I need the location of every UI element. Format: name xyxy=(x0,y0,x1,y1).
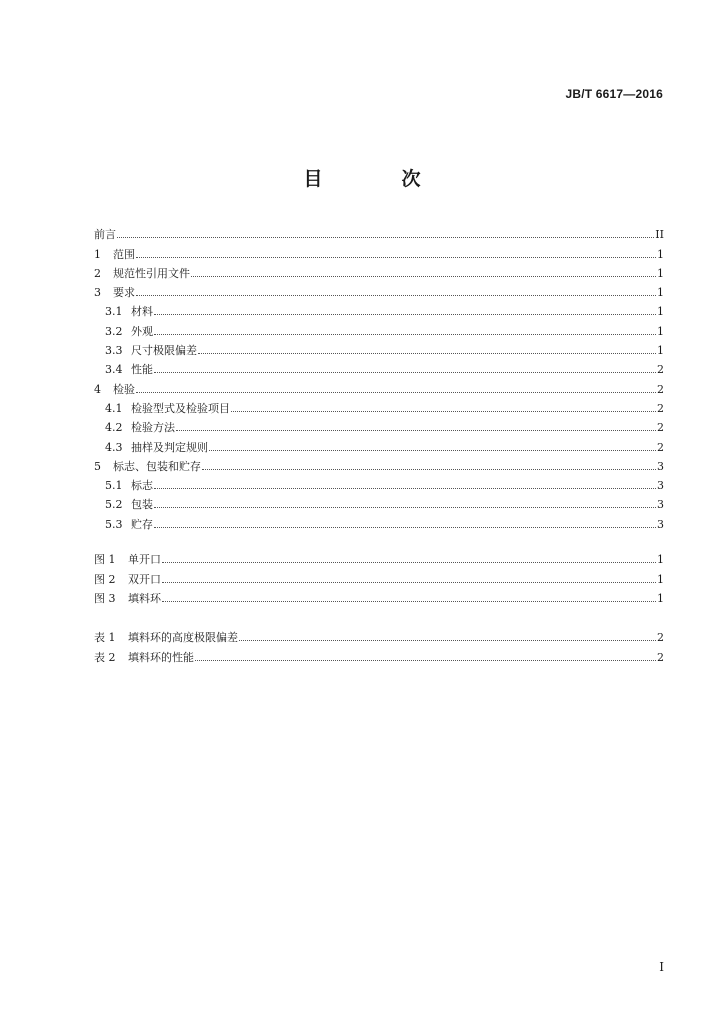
toc-entry-page: 3 xyxy=(657,459,664,473)
toc-entry-page: 2 xyxy=(657,421,664,435)
dot-leader xyxy=(154,372,656,373)
toc-entry-page: 2 xyxy=(657,363,664,377)
toc-entry-title: 前言 xyxy=(94,228,116,242)
toc-entry-number: 3.2 xyxy=(105,324,123,338)
toc-entry-page: 1 xyxy=(657,247,664,261)
toc-entry-page: 3 xyxy=(657,498,664,512)
toc-entry-5-1[interactable] xyxy=(94,473,664,492)
toc-entry-number: 4.3 xyxy=(105,440,123,454)
toc-entry-foreword[interactable] xyxy=(94,222,664,241)
dot-leader xyxy=(239,640,656,641)
table-entry-2[interactable] xyxy=(94,644,664,663)
table-entry-title: 填料环的性能 xyxy=(128,650,194,664)
figure-entry-page: 1 xyxy=(657,572,664,586)
toc-entry-page: 2 xyxy=(657,401,664,415)
toc-entry-5-2[interactable] xyxy=(94,492,664,511)
page-title: 目 次 xyxy=(303,168,451,190)
toc-list xyxy=(94,222,664,531)
toc-entry-title: 要求 xyxy=(113,286,135,300)
toc-entry-3-1[interactable] xyxy=(94,299,664,318)
toc-entry-page: 2 xyxy=(657,440,664,454)
dot-leader xyxy=(117,237,654,238)
toc-entry-title: 性能 xyxy=(131,363,153,377)
toc-entry-3-3[interactable] xyxy=(94,338,664,357)
figure-entry-number: 图 1 xyxy=(94,553,116,567)
dot-leader xyxy=(202,469,656,470)
toc-entry-number: 3.3 xyxy=(105,344,123,358)
toc-entry-number: 5.1 xyxy=(105,479,123,493)
table-entry-number: 表 1 xyxy=(94,631,116,645)
toc-entry-number: 4.1 xyxy=(105,401,123,415)
toc-entry-title: 抽样及判定规则 xyxy=(131,440,208,454)
toc-entry-page: 1 xyxy=(657,286,664,300)
page-number: I xyxy=(659,960,664,974)
table-entry-number: 表 2 xyxy=(94,650,116,664)
dot-leader xyxy=(195,660,656,661)
toc-entry-number: 5.3 xyxy=(105,517,123,531)
dot-leader xyxy=(136,295,656,296)
toc-entry-title: 贮存 xyxy=(131,517,153,531)
figure-entry-number: 图 2 xyxy=(94,572,116,586)
toc-entry-page: 2 xyxy=(657,382,664,396)
toc-entry-number: 5.2 xyxy=(105,498,123,512)
figure-entry-title: 单开口 xyxy=(128,553,161,567)
toc-entry-title: 外观 xyxy=(131,324,153,338)
toc-entry-page: 1 xyxy=(657,266,664,280)
dot-leader xyxy=(154,314,656,315)
table-entry-title: 填料环的高度极限偏差 xyxy=(128,631,238,645)
figure-entry-title: 填料环 xyxy=(128,591,161,605)
toc-entry-title: 标志、包装和贮存 xyxy=(113,459,201,473)
toc-entry-2[interactable] xyxy=(94,261,664,280)
standard-code: JB/T 6617—2016 xyxy=(565,87,663,101)
toc-entry-page: 1 xyxy=(657,324,664,338)
toc-entry-number: 4 xyxy=(94,382,101,396)
toc-entry-number: 3 xyxy=(94,286,101,300)
dot-leader xyxy=(198,353,656,354)
toc-entry-4-2[interactable] xyxy=(94,415,664,434)
toc-entry-number: 3.1 xyxy=(105,305,123,319)
figure-list xyxy=(94,547,664,605)
toc-entry-number: 4.2 xyxy=(105,421,123,435)
toc-entry-page: 1 xyxy=(657,305,664,319)
toc-entry-4-3[interactable] xyxy=(94,434,664,453)
toc-entry-5-3[interactable] xyxy=(94,511,664,530)
toc-entry-page: 3 xyxy=(657,517,664,531)
table-list xyxy=(94,625,664,664)
dot-leader xyxy=(162,582,656,583)
toc-entry-1[interactable] xyxy=(94,241,664,260)
toc-entry-title: 标志 xyxy=(131,479,153,493)
toc-entry-number: 3.4 xyxy=(105,363,123,377)
toc-entry-title: 材料 xyxy=(131,305,153,319)
toc-entry-title: 检验 xyxy=(113,382,135,396)
dot-leader xyxy=(136,257,656,258)
dot-leader xyxy=(154,527,656,528)
table-entry-1[interactable] xyxy=(94,625,664,644)
toc-entry-title: 范围 xyxy=(113,247,135,261)
toc-entry-title: 检验型式及检验项目 xyxy=(131,401,230,415)
toc-entry-3-2[interactable] xyxy=(94,318,664,337)
dot-leader xyxy=(162,562,656,563)
dot-leader xyxy=(154,488,656,489)
toc-entry-4[interactable] xyxy=(94,376,664,395)
figure-entry-number: 图 3 xyxy=(94,591,116,605)
toc-entry-number: 5 xyxy=(94,459,101,473)
toc-entry-page: 1 xyxy=(657,344,664,358)
toc-entry-number: 1 xyxy=(94,247,101,261)
toc-entry-number: 2 xyxy=(94,266,101,280)
table-entry-page: 2 xyxy=(657,631,664,645)
dot-leader xyxy=(154,334,656,335)
toc-entry-4-1[interactable] xyxy=(94,396,664,415)
dot-leader xyxy=(154,507,656,508)
toc-entry-page: II xyxy=(655,228,664,242)
figure-entry-page: 1 xyxy=(657,591,664,605)
toc-entry-title: 检验方法 xyxy=(131,421,175,435)
figure-entry-title: 双开口 xyxy=(128,572,161,586)
figure-entry-page: 1 xyxy=(657,553,664,567)
toc-entry-title: 包装 xyxy=(131,498,153,512)
dot-leader xyxy=(176,430,656,431)
dot-leader xyxy=(209,450,656,451)
dot-leader xyxy=(136,392,656,393)
figure-entry-1[interactable] xyxy=(94,547,664,566)
figure-entry-3[interactable] xyxy=(94,586,664,605)
toc-entry-5[interactable] xyxy=(94,454,664,473)
toc-entry-page: 3 xyxy=(657,479,664,493)
table-entry-page: 2 xyxy=(657,650,664,664)
toc-entry-3-4[interactable] xyxy=(94,357,664,376)
toc-entry-title: 尺寸极限偏差 xyxy=(131,344,197,358)
dot-leader xyxy=(191,276,656,277)
figure-entry-2[interactable] xyxy=(94,566,664,585)
toc-entry-title: 规范性引用文件 xyxy=(113,266,190,280)
dot-leader xyxy=(162,601,656,602)
dot-leader xyxy=(231,411,656,412)
toc-entry-3[interactable] xyxy=(94,280,664,299)
